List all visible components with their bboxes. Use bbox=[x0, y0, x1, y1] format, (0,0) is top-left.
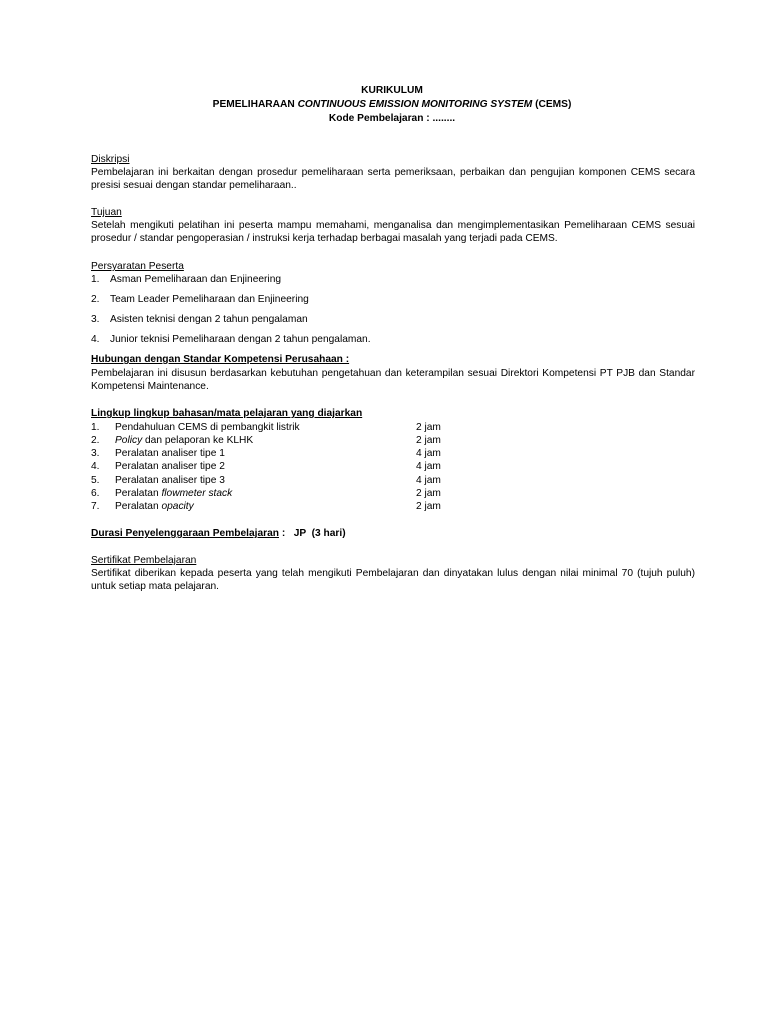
list-number: 5. bbox=[91, 475, 100, 486]
item-text: Peralatan bbox=[115, 501, 162, 512]
item-duration: 4 jam bbox=[416, 475, 441, 486]
section-heading-lingkup: Lingkup lingkup bahasan/mata pelajaran yang diajarkan bbox=[91, 408, 363, 419]
item-duration: 2 jam bbox=[416, 488, 441, 499]
item-italic: flowmeter stack bbox=[161, 488, 233, 499]
list-item bbox=[115, 500, 194, 513]
item-duration: 2 jam bbox=[416, 422, 441, 433]
doc-subtitle bbox=[0, 98, 768, 111]
doc-title: KURIKULUM bbox=[361, 85, 423, 96]
list-number: 2. bbox=[91, 294, 100, 305]
list-number: 1. bbox=[91, 274, 100, 285]
list-item: Asisten teknisi dengan 2 tahun pengalaman bbox=[110, 314, 308, 325]
item-duration: 4 jam bbox=[416, 461, 441, 472]
list-number: 3. bbox=[91, 314, 100, 325]
list-item bbox=[115, 460, 225, 473]
item-text: Peralatan analiser tipe 1 bbox=[115, 448, 225, 459]
section-heading-diskripsi: Diskripsi bbox=[91, 154, 130, 165]
list-number: 4. bbox=[91, 334, 100, 345]
item-text-post: dan pelaporan ke KLHK bbox=[142, 435, 254, 446]
subtitle-prefix: PEMELIHARAAN bbox=[212, 99, 298, 110]
item-italic: opacity bbox=[161, 501, 194, 512]
list-number: 2. bbox=[91, 435, 100, 446]
item-duration: 2 jam bbox=[416, 501, 441, 512]
section-heading-durasi: Durasi Penyelenggaraan Pembelajaran bbox=[91, 528, 279, 539]
section-heading-hubungan: Hubungan dengan Standar Kompetensi Perusahaan : bbox=[91, 354, 350, 365]
tujuan-text: Setelah mengikuti pelatihan ini peserta mampu memahami, menganalisa dan mengimplementasikan Pemeliharaan CEMS sesuai prosedur / standar pengoperasian / instruksi kerja terhadap berbagai masalah yang terjadi pada CEMS. bbox=[91, 220, 695, 245]
list-number: 4. bbox=[91, 461, 100, 472]
list-number: 3. bbox=[91, 448, 100, 459]
list-item: Junior teknisi Pemeliharaan dengan 2 tahun pengalaman. bbox=[110, 334, 371, 345]
durasi-line bbox=[91, 527, 695, 540]
course-code: Kode Pembelajaran : ........ bbox=[328, 113, 456, 124]
sertifikat-text: Sertifikat diberikan kepada peserta yang telah mengikuti Pembelajaran dan dinyatakan lulus dengan nilai minimal 70 (tujuh puluh) untuk setiap mata pelajaran. bbox=[91, 568, 695, 593]
list-item bbox=[115, 434, 253, 447]
subtitle-suffix: (CEMS) bbox=[532, 99, 572, 110]
item-duration: 2 jam bbox=[416, 435, 441, 446]
durasi-value: : JP (3 hari) bbox=[279, 528, 346, 539]
list-item bbox=[115, 421, 300, 434]
item-text: Peralatan analiser tipe 3 bbox=[115, 475, 225, 486]
list-item bbox=[115, 474, 225, 487]
item-italic: Policy bbox=[115, 435, 143, 446]
list-item: Team Leader Pemeliharaan dan Enjineering bbox=[110, 294, 309, 305]
section-heading-tujuan: Tujuan bbox=[91, 207, 122, 218]
list-number: 6. bbox=[91, 488, 100, 499]
list-number: 7. bbox=[91, 501, 100, 512]
hubungan-text: Pembelajaran ini disusun berdasarkan kebutuhan pengetahuan dan keterampilan sesuai Direktori Kompetensi PT PJB dan Standar Kompetensi Maintenance. bbox=[91, 368, 695, 393]
item-duration: 4 jam bbox=[416, 448, 441, 459]
item-text: Pendahuluan CEMS di pembangkit listrik bbox=[115, 422, 300, 433]
list-item bbox=[115, 487, 232, 500]
section-heading-persyaratan: Persyaratan Peserta bbox=[91, 261, 184, 272]
item-text: Peralatan bbox=[115, 488, 162, 499]
diskripsi-text: Pembelajaran ini berkaitan dengan prosedur pemeliharaan serta pemeriksaan, perbaikan dan pengujian komponen CEMS secara presisi sesuai dengan standar pemeliharaan.. bbox=[91, 167, 695, 192]
list-item: Asman Pemeliharaan dan Enjineering bbox=[110, 274, 282, 285]
list-item bbox=[115, 447, 225, 460]
subtitle-italic: CONTINUOUS EMISSION MONITORING SYSTEM bbox=[297, 99, 533, 110]
list-number: 1. bbox=[91, 422, 100, 433]
section-heading-sertifikat: Sertifikat Pembelajaran bbox=[91, 555, 197, 566]
item-text: Peralatan analiser tipe 2 bbox=[115, 461, 225, 472]
